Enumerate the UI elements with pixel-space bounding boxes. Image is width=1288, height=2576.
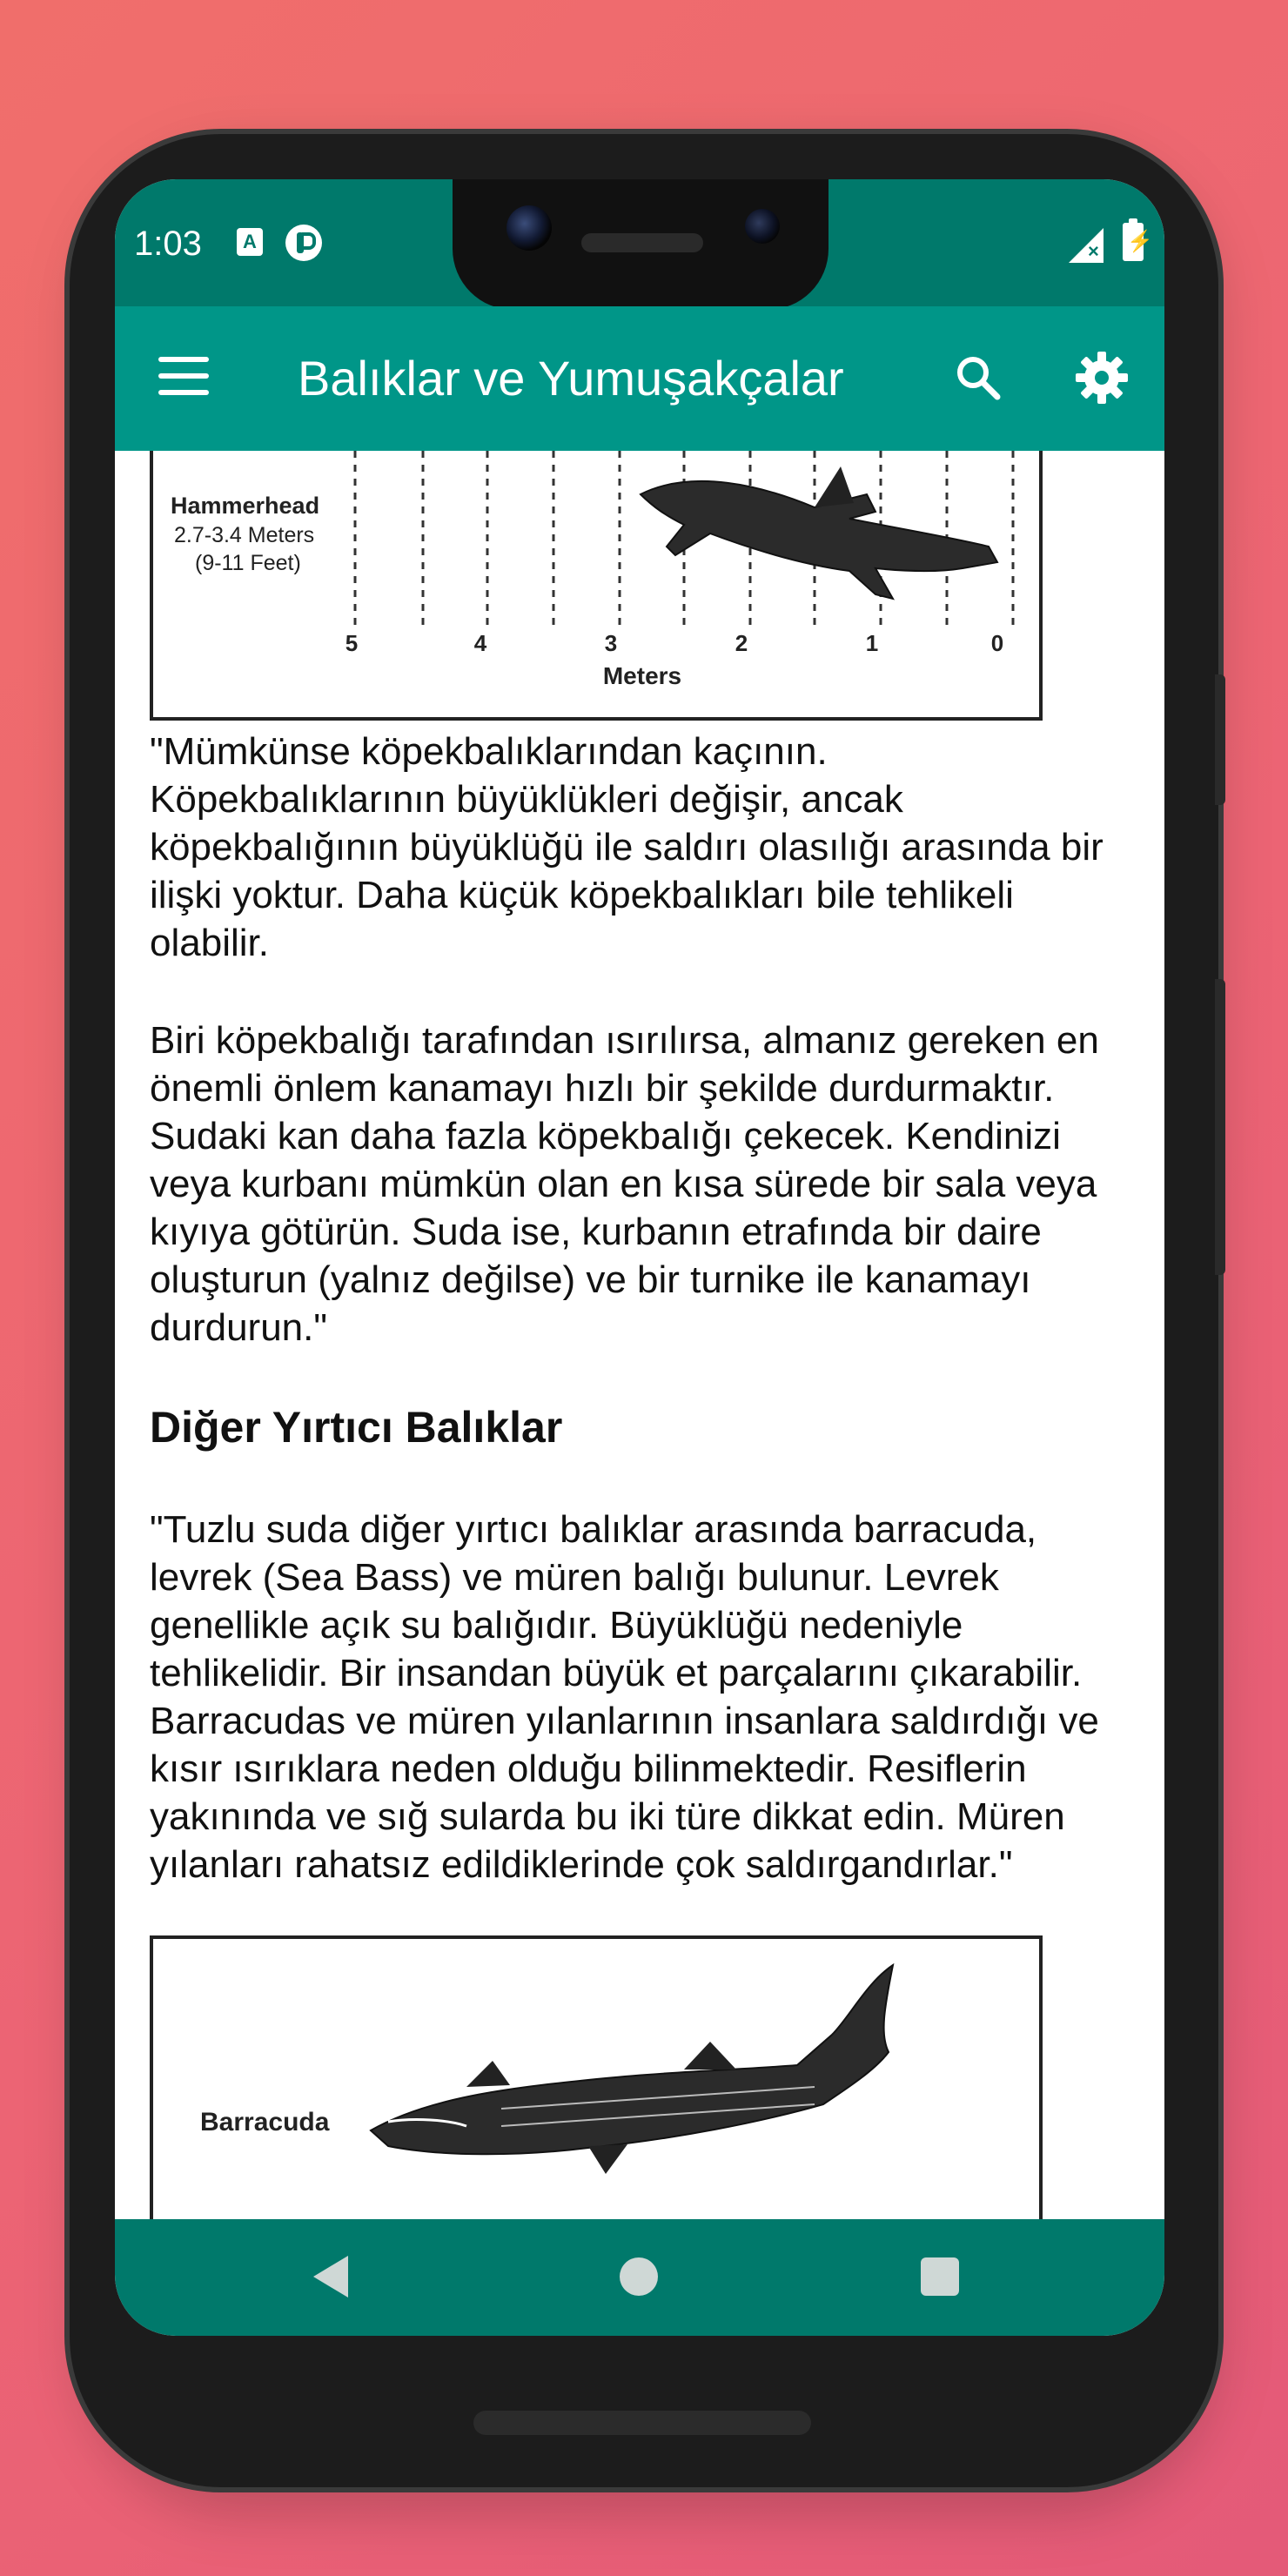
recents-square-icon[interactable] — [921, 2257, 959, 2296]
hammerhead-shark-shape — [641, 481, 997, 599]
hammerhead-figure — [150, 451, 1043, 721]
bolt-icon: ⚡ — [1127, 230, 1153, 253]
volume-button — [1215, 979, 1225, 1275]
hammerhead-diagram — [153, 451, 1039, 721]
paragraph-predatory-fish: "Tuzlu suda diğer yırtıcı balıklar arasında barracuda, levrek (Sea Bass) ve müren balığı bulunur. Levrek genellikle açık su balığıdır. Büyüklüğü nedeniyle tehlikelidir. Bir insandan büyük et parçalarını çıkarabilir. Barracudas ve müren yılanlarının insanlara saldırdığı ve kısır ısırıklara neden olduğu bilinmektedir. Resiflerin yakınında ve sığ sularda bu iki türe dikkat edin. Müren yılanları rahatsız edildiklerinde çok saldırgandırlar." — [150, 1508, 1099, 1886]
a-notification-icon: A — [237, 228, 263, 256]
barracuda-label: Barracuda — [200, 2108, 330, 2137]
status-time: 1:03 — [134, 225, 202, 263]
camera-notch — [453, 179, 828, 310]
barracuda-fish-shape — [371, 1965, 893, 2154]
scale-tick-2: 2 — [735, 630, 748, 656]
article-content[interactable] — [115, 451, 1164, 2219]
toolbar-title: Balıklar ve Yumuşakçalar — [298, 351, 844, 406]
front-sensor — [745, 209, 780, 244]
status-bar — [115, 179, 1164, 306]
system-nav-bar — [115, 2219, 1164, 2336]
gear-icon[interactable] — [1074, 350, 1130, 406]
paragraph-shark-bite: Biri köpekbalığı tarafından ısırılırsa, almanız gereken en önemli önlem kanamayı hızlı bir şekilde durdurmaktır. Sudaki kan daha fazla köpekbalığı çekecek. Kendinizi veya kurbanı mümkün olan en kısa sürede bir sala veya kıyıya götürün. Suda ise, kurbanın etrafında bir daire oluşturun (yalnız değilse) ve bir turnike ile kanamayı durdurun." — [150, 1019, 1099, 1349]
earpiece-speaker — [581, 233, 703, 252]
bottom-speaker — [473, 2411, 811, 2435]
front-camera — [506, 205, 552, 251]
section-heading: Diğer Yırtıcı Balıklar — [150, 1403, 563, 1452]
home-circle-icon[interactable] — [620, 2257, 658, 2296]
scale-label: Meters — [602, 662, 682, 689]
scale-tick-3: 3 — [604, 630, 618, 656]
barracuda-figure — [150, 1935, 1043, 2219]
scale-tick-0: 0 — [990, 630, 1004, 656]
phone-screen — [115, 179, 1164, 2336]
hammerhead-size-feet: (9-11 Feet) — [195, 551, 301, 575]
scale-tick-1: 1 — [865, 630, 879, 656]
paragraph-shark-avoid: "Mümkünse köpekbalıklarından kaçının. Köpekbalıklarının büyüklükleri değişir, ancak köpekbalığının büyüklüğü ile saldırı olasılığı arasında bir ilişki yoktur. Daha küçük köpekbalıkları bile tehlikeli olabilir. — [150, 730, 1104, 964]
hammerhead-label: Hammerhead — [171, 493, 320, 519]
hamburger-menu-icon[interactable] — [158, 357, 209, 397]
barracuda-diagram — [153, 1939, 1039, 2219]
back-triangle-icon[interactable] — [313, 2256, 348, 2298]
hammerhead-size-meters: 2.7-3.4 Meters — [174, 523, 315, 547]
scale-tick-5: 5 — [345, 630, 359, 656]
battery-charging-icon — [1123, 223, 1153, 261]
scale-tick-4: 4 — [473, 630, 487, 656]
search-icon[interactable] — [952, 352, 1004, 404]
app-toolbar — [115, 306, 1164, 451]
no-data-x-icon: × — [1088, 240, 1099, 262]
power-button — [1215, 674, 1225, 805]
p-notification-icon — [285, 225, 322, 261]
